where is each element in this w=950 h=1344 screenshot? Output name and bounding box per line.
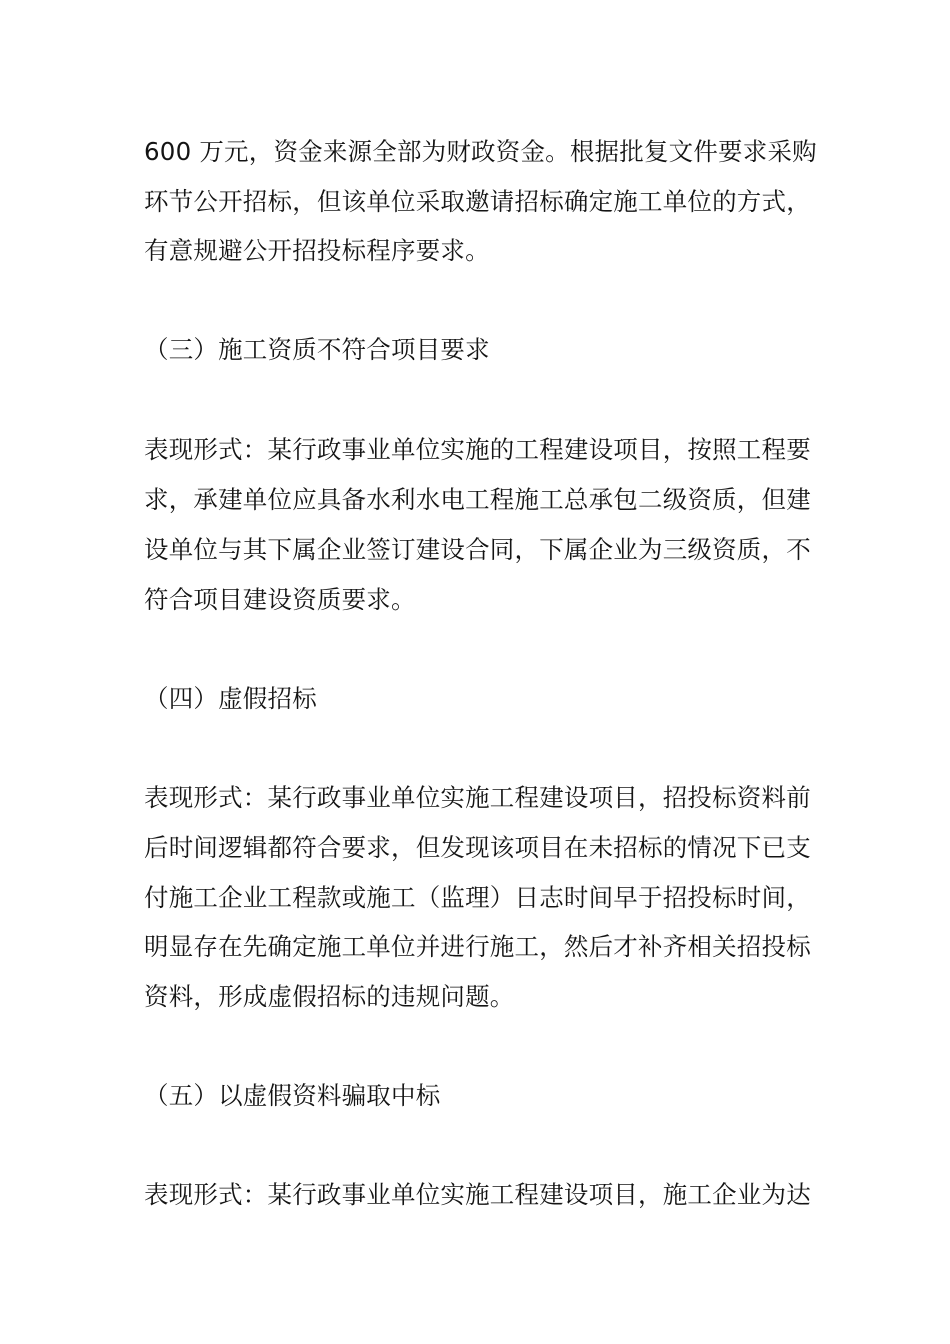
paragraph-line: 资料，形成虚假招标的违规问题。	[144, 982, 515, 1011]
paragraph-line: 设单位与其下属企业签订建设合同，下属企业为三级资质，不	[144, 535, 811, 564]
paragraph-line: 符合项目建设资质要求。	[144, 585, 416, 614]
paragraph-line: 600 万元，资金来源全部为财政资金。根据批复文件要求采购	[144, 137, 817, 166]
paragraph-line: 环节公开招标，但该单位采取邀请招标确定施工单位的方式，	[144, 187, 811, 216]
paragraph-line: 有意规避公开招投标程序要求。	[144, 236, 490, 265]
section-heading: （五）以虚假资料骗取中标	[144, 1081, 441, 1110]
paragraph-line: 求，承建单位应具备水利水电工程施工总承包二级资质，但建	[144, 485, 811, 514]
paragraph-line: 付施工企业工程款或施工（监理）日志时间早于招投标时间，	[144, 883, 811, 912]
section-heading: （四）虚假招标	[144, 684, 317, 713]
paragraph-line: 明显存在先确定施工单位并进行施工，然后才补齐相关招投标	[144, 932, 811, 961]
paragraph-line: 后时间逻辑都符合要求，但发现该项目在未招标的情况下已支	[144, 833, 811, 862]
paragraph-line: 表现形式：某行政事业单位实施的工程建设项目，按照工程要	[144, 435, 811, 464]
paragraph-line: 表现形式：某行政事业单位实施工程建设项目，招投标资料前	[144, 783, 811, 812]
section-heading: （三）施工资质不符合项目要求	[144, 335, 490, 364]
paragraph-line: 表现形式：某行政事业单位实施工程建设项目，施工企业为达	[144, 1180, 811, 1209]
